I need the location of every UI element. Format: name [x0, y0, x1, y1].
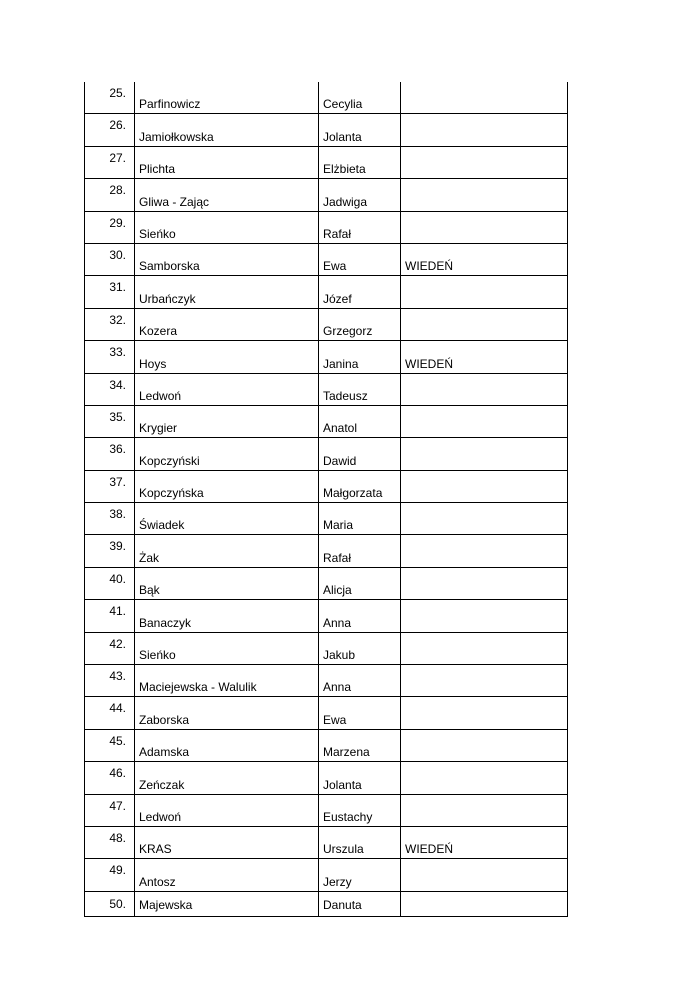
table-row — [84, 859, 568, 891]
surname: Hoys — [139, 356, 167, 371]
row-number: 43. — [109, 669, 126, 684]
row-number: 44. — [109, 701, 126, 716]
surname: Antosz — [139, 874, 176, 889]
row-number: 29. — [109, 215, 126, 230]
table-row — [84, 600, 568, 632]
first-name: Eustachy — [323, 809, 373, 824]
note-cell — [400, 503, 568, 534]
surname: Zeńczak — [139, 777, 185, 792]
surname-cell — [134, 147, 318, 178]
surname: Majewska — [139, 897, 193, 912]
row-number-cell — [84, 730, 134, 761]
note-cell — [400, 212, 568, 243]
row-number: 27. — [109, 150, 126, 165]
surname-cell — [134, 762, 318, 793]
first-name-cell — [318, 665, 400, 696]
surname: Kopczyńska — [139, 486, 204, 501]
note-cell — [400, 374, 568, 405]
surname-cell — [134, 568, 318, 599]
surname-cell — [134, 535, 318, 566]
first-name: Danuta — [323, 897, 362, 912]
first-name-cell — [318, 892, 400, 916]
surname: Krygier — [139, 421, 178, 436]
first-name-cell — [318, 762, 400, 793]
row-number: 31. — [109, 280, 126, 295]
table-row — [84, 179, 568, 211]
first-name-cell — [318, 82, 400, 113]
first-name: Ewa — [323, 712, 347, 727]
row-number-cell — [84, 82, 134, 113]
first-name-cell — [318, 212, 400, 243]
row-number: 36. — [109, 442, 126, 457]
surname: Urbańczyk — [139, 291, 196, 306]
row-number-cell — [84, 374, 134, 405]
row-number-cell — [84, 633, 134, 664]
first-name: Marzena — [323, 745, 370, 760]
row-number: 45. — [109, 733, 126, 748]
row-number: 47. — [109, 798, 126, 813]
table-row — [84, 438, 568, 470]
note-cell — [400, 341, 568, 372]
surname: Bąk — [139, 583, 160, 598]
note: WIEDEŃ — [405, 356, 453, 371]
first-name-cell — [318, 568, 400, 599]
surname-cell — [134, 179, 318, 210]
row-number-cell — [84, 179, 134, 210]
table-row — [84, 471, 568, 503]
note-cell — [400, 276, 568, 307]
surname: Maciejewska - Walulik — [139, 680, 257, 695]
row-number-cell — [84, 114, 134, 145]
surname: Adamska — [139, 745, 190, 760]
row-number-cell — [84, 438, 134, 469]
first-name: Małgorzata — [323, 486, 383, 501]
row-number-cell — [84, 244, 134, 275]
surname-cell — [134, 827, 318, 858]
row-number-cell — [84, 762, 134, 793]
surname-cell — [134, 406, 318, 437]
row-number-cell — [84, 212, 134, 243]
row-number: 35. — [109, 409, 126, 424]
row-number-cell — [84, 147, 134, 178]
surname-cell — [134, 795, 318, 826]
first-name-cell — [318, 633, 400, 664]
note-cell — [400, 665, 568, 696]
surname-cell — [134, 859, 318, 890]
table-row — [84, 633, 568, 665]
first-name: Rafał — [323, 226, 352, 241]
row-number: 33. — [109, 345, 126, 360]
row-number: 28. — [109, 183, 126, 198]
surname: Banaczyk — [139, 615, 192, 630]
row-number: 41. — [109, 604, 126, 619]
surname-cell — [134, 600, 318, 631]
note-cell — [400, 892, 568, 916]
row-number: 48. — [109, 830, 126, 845]
first-name: Jakub — [323, 648, 356, 663]
note-cell — [400, 438, 568, 469]
table-row — [84, 341, 568, 373]
table-row — [84, 309, 568, 341]
first-name-cell — [318, 730, 400, 761]
first-name: Maria — [323, 518, 354, 533]
first-name: Jolanta — [323, 129, 362, 144]
surname-cell — [134, 438, 318, 469]
row-number-cell — [84, 471, 134, 502]
first-name-cell — [318, 309, 400, 340]
row-number-cell — [84, 341, 134, 372]
first-name-cell — [318, 179, 400, 210]
first-name: Jerzy — [323, 874, 352, 889]
table-row — [84, 730, 568, 762]
surname-cell — [134, 471, 318, 502]
row-number-cell — [84, 827, 134, 858]
row-number: 25. — [109, 86, 126, 100]
first-name: Rafał — [323, 550, 352, 565]
note-cell — [400, 406, 568, 437]
note-cell — [400, 633, 568, 664]
first-name-cell — [318, 406, 400, 437]
surname-cell — [134, 244, 318, 275]
first-name: Alicja — [323, 583, 352, 598]
row-number: 38. — [109, 507, 126, 522]
row-number: 50. — [109, 896, 126, 911]
first-name: Tadeusz — [323, 388, 368, 403]
table-row — [84, 665, 568, 697]
first-name-cell — [318, 503, 400, 534]
table-row — [84, 244, 568, 276]
row-number: 42. — [109, 636, 126, 651]
table-row — [84, 276, 568, 308]
surname: Plichta — [139, 162, 176, 177]
surname: Zaborska — [139, 712, 190, 727]
first-name-cell — [318, 827, 400, 858]
table-row — [84, 827, 568, 859]
first-name-cell — [318, 114, 400, 145]
row-number: 40. — [109, 571, 126, 586]
row-number-cell — [84, 406, 134, 437]
surname-cell — [134, 697, 318, 728]
table-row — [84, 503, 568, 535]
row-number-cell — [84, 892, 134, 916]
surname: Żak — [139, 550, 160, 565]
note-cell — [400, 244, 568, 275]
note-cell — [400, 179, 568, 210]
names-table — [84, 82, 568, 917]
surname-cell — [134, 341, 318, 372]
first-name-cell — [318, 341, 400, 372]
surname: Ledwoń — [139, 388, 182, 403]
table-row — [84, 892, 568, 917]
note-cell — [400, 730, 568, 761]
note-cell — [400, 82, 568, 113]
row-number-cell — [84, 535, 134, 566]
note: WIEDEŃ — [405, 842, 453, 857]
table-row — [84, 82, 568, 114]
surname: Kozera — [139, 324, 178, 339]
note-cell — [400, 114, 568, 145]
note-cell — [400, 568, 568, 599]
row-number: 30. — [109, 247, 126, 262]
first-name-cell — [318, 471, 400, 502]
row-number-cell — [84, 859, 134, 890]
first-name-cell — [318, 535, 400, 566]
table-row — [84, 147, 568, 179]
table-row — [84, 568, 568, 600]
surname-cell — [134, 503, 318, 534]
first-name: Jolanta — [323, 777, 362, 792]
first-name-cell — [318, 276, 400, 307]
first-name-cell — [318, 600, 400, 631]
surname-cell — [134, 114, 318, 145]
surname-cell — [134, 633, 318, 664]
note: WIEDEŃ — [405, 259, 453, 274]
first-name-cell — [318, 859, 400, 890]
row-number: 37. — [109, 474, 126, 489]
surname-cell — [134, 374, 318, 405]
row-number: 49. — [109, 863, 126, 878]
surname: Samborska — [139, 259, 200, 274]
first-name-cell — [318, 244, 400, 275]
note-cell — [400, 762, 568, 793]
first-name: Grzegorz — [323, 324, 373, 339]
first-name: Urszula — [323, 842, 364, 857]
note-cell — [400, 147, 568, 178]
first-name: Józef — [323, 291, 352, 306]
note-cell — [400, 827, 568, 858]
table-row — [84, 795, 568, 827]
first-name: Jadwiga — [323, 194, 368, 209]
surname-cell — [134, 276, 318, 307]
table-row — [84, 374, 568, 406]
first-name: Dawid — [323, 453, 357, 468]
first-name: Anna — [323, 680, 352, 695]
note-cell — [400, 309, 568, 340]
note-cell — [400, 471, 568, 502]
note-cell — [400, 859, 568, 890]
first-name-cell — [318, 697, 400, 728]
surname-cell — [134, 730, 318, 761]
first-name-cell — [318, 374, 400, 405]
surname: Kopczyński — [139, 453, 200, 468]
surname: Sieńko — [139, 226, 176, 241]
row-number: 39. — [109, 539, 126, 554]
first-name: Ewa — [323, 259, 347, 274]
row-number: 46. — [109, 766, 126, 781]
surname: Ledwoń — [139, 809, 182, 824]
table-row — [84, 535, 568, 567]
first-name-cell — [318, 147, 400, 178]
table-row — [84, 406, 568, 438]
surname: Jamiołkowska — [139, 129, 214, 144]
row-number-cell — [84, 309, 134, 340]
row-number-cell — [84, 665, 134, 696]
first-name: Cecylia — [323, 97, 363, 112]
note-cell — [400, 795, 568, 826]
row-number-cell — [84, 697, 134, 728]
row-number-cell — [84, 795, 134, 826]
surname: Sieńko — [139, 648, 176, 663]
table-row — [84, 114, 568, 146]
first-name: Anatol — [323, 421, 358, 436]
row-number-cell — [84, 568, 134, 599]
table-row — [84, 697, 568, 729]
table-row — [84, 212, 568, 244]
first-name: Anna — [323, 615, 352, 630]
note-cell — [400, 600, 568, 631]
surname-cell — [134, 665, 318, 696]
first-name: Elżbieta — [323, 162, 366, 177]
surname: Gliwa - Zając — [139, 194, 210, 209]
first-name: Janina — [323, 356, 359, 371]
table-row — [84, 762, 568, 794]
surname-cell — [134, 309, 318, 340]
surname: KRAS — [139, 842, 172, 857]
note-cell — [400, 697, 568, 728]
surname-cell — [134, 892, 318, 916]
surname: Świadek — [139, 518, 185, 533]
row-number-cell — [84, 600, 134, 631]
row-number-cell — [84, 503, 134, 534]
row-number: 32. — [109, 312, 126, 327]
first-name-cell — [318, 438, 400, 469]
row-number: 34. — [109, 377, 126, 392]
surname-cell — [134, 82, 318, 113]
first-name-cell — [318, 795, 400, 826]
surname: Parfinowicz — [139, 97, 201, 112]
row-number: 26. — [109, 118, 126, 133]
row-number-cell — [84, 276, 134, 307]
surname-cell — [134, 212, 318, 243]
note-cell — [400, 535, 568, 566]
